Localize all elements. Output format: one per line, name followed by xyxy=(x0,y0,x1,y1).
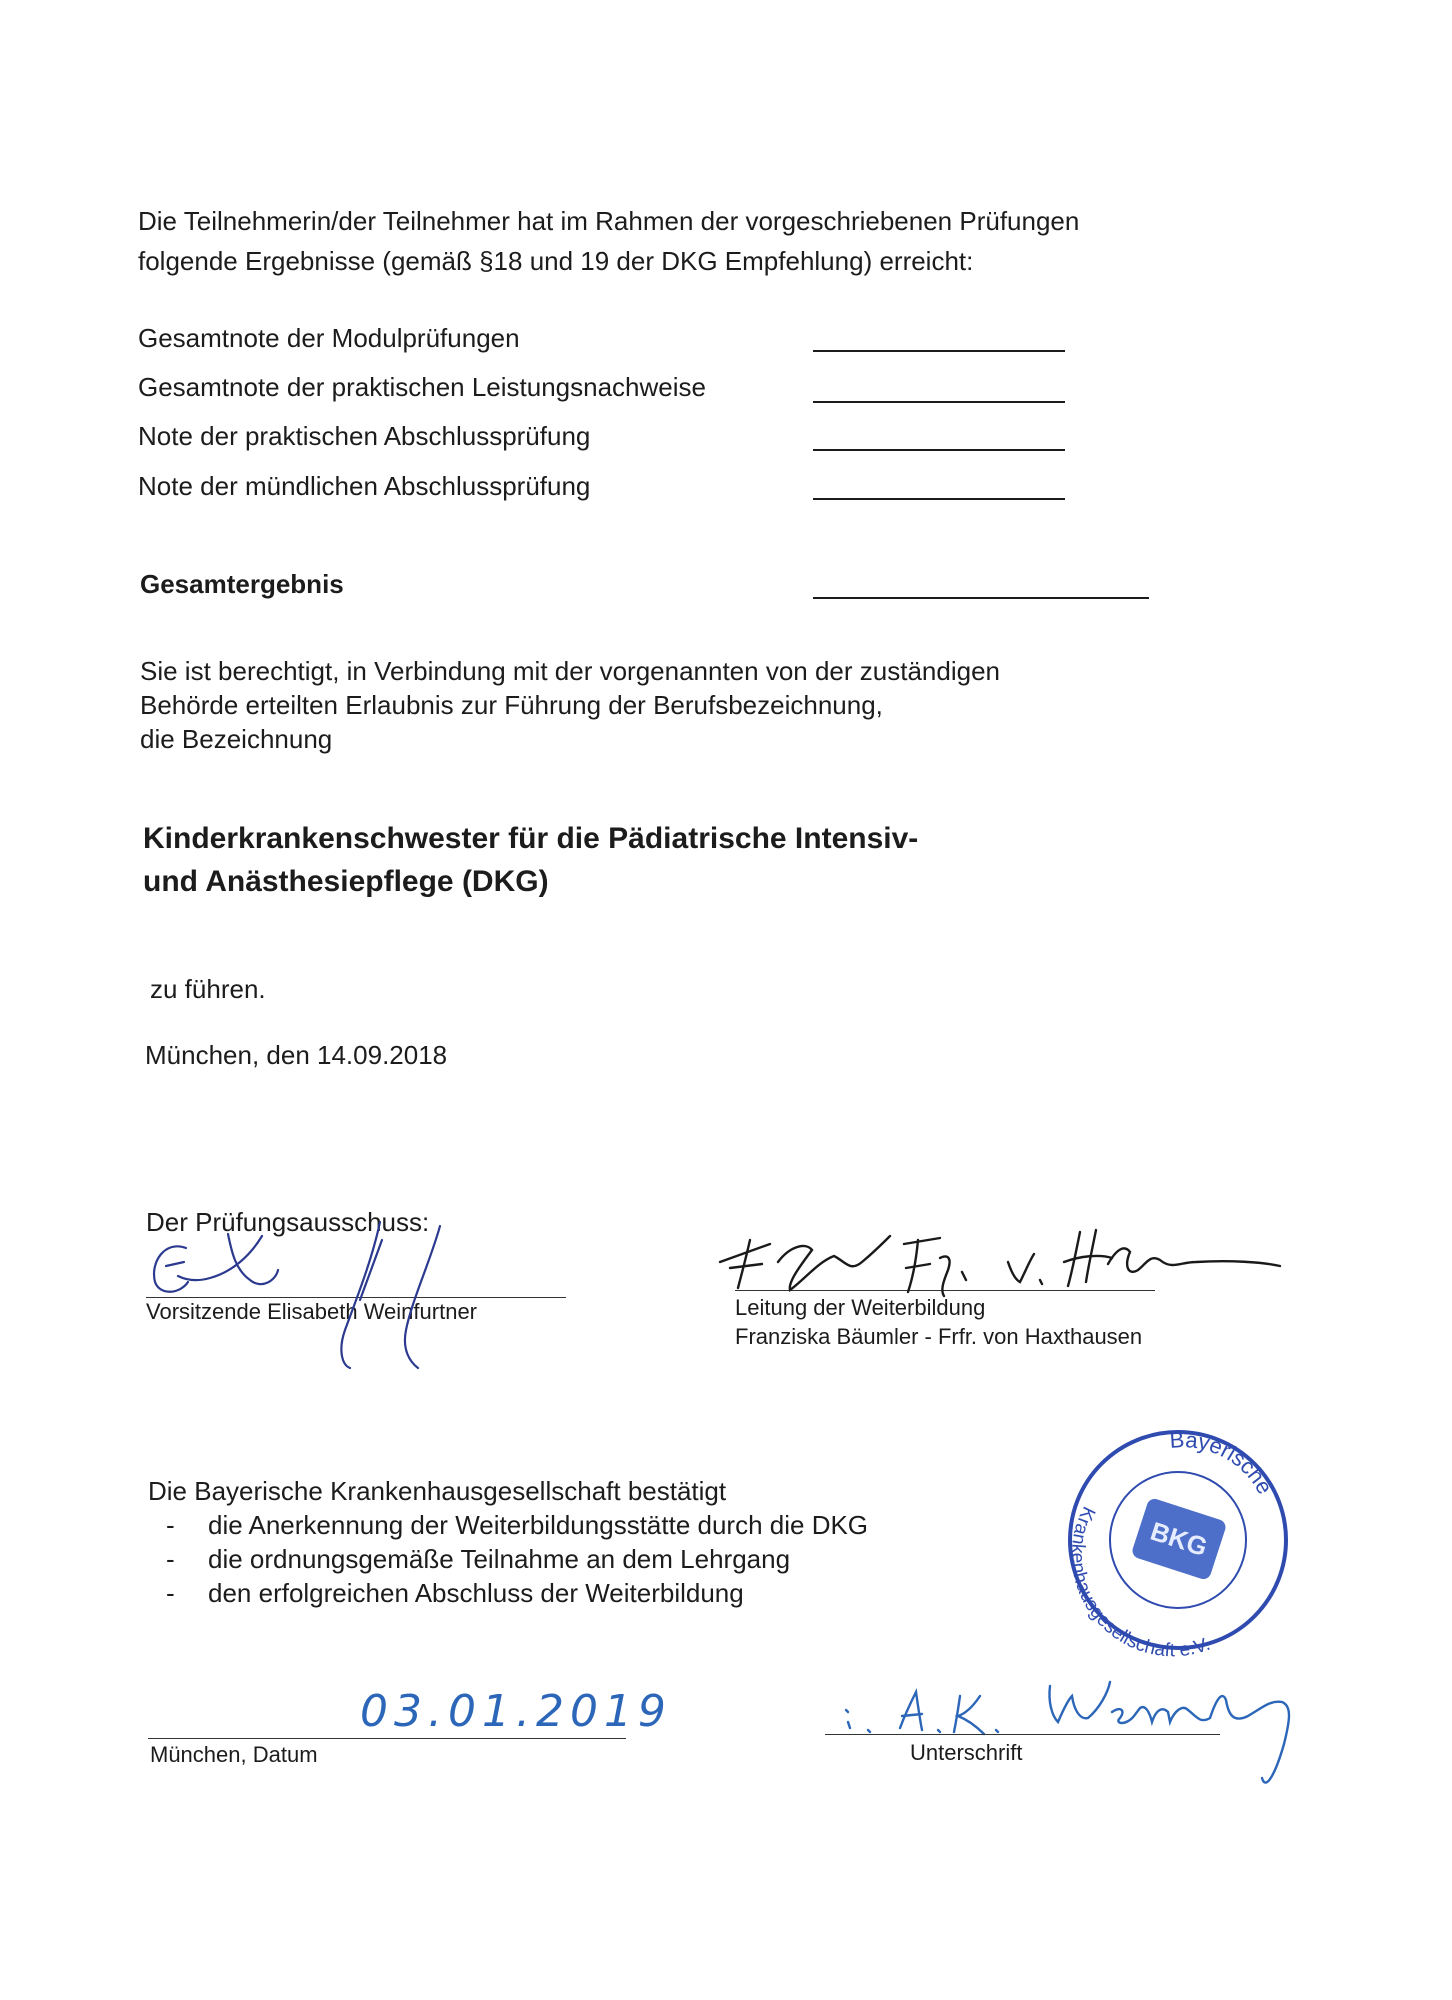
confirmation-item-1: die Anerkennung der Weiterbildungsstätte durch die DKG xyxy=(208,1510,869,1540)
committee-heading: Der Prüfungsausschuss: xyxy=(146,1207,430,1237)
date-label: München, Datum xyxy=(150,1742,318,1767)
lead-label-2: Franziska Bäumler - Frfr. von Haxthausen xyxy=(735,1324,1143,1349)
confirmation-item-3: den erfolgreichen Abschluss der Weiterbildung xyxy=(208,1578,744,1608)
grade-label-practical-exam: Note der praktischen Abschlussprüfung xyxy=(138,421,591,451)
confirmation-intro: Die Bayerische Krankenhausgesellschaft bestätigt xyxy=(148,1476,727,1506)
handwritten-date: 03.01.2019 xyxy=(360,1686,672,1737)
stamp-text-ring: Krankenhausgesellschaft e.V. xyxy=(1066,1503,1214,1662)
lead-label-1: Leitung der Weiterbildung xyxy=(735,1295,986,1320)
qualification-title-line-2: und Anästhesiepflege (DKG) xyxy=(143,865,549,898)
grade-label-module: Gesamtnote der Modulprüfungen xyxy=(138,323,520,353)
authorization-line-2: Behörde erteilten Erlaubnis zur Führung der Berufsbezeichnung, xyxy=(140,690,883,720)
confirmation-bullet-3: - xyxy=(166,1578,175,1608)
authorization-line-3: die Bezeichnung xyxy=(140,724,333,754)
to-lead-text: zu führen. xyxy=(150,974,266,1004)
authorization-line-1: Sie ist berechtigt, in Verbindung mit der vorgenannten von der zuständigen xyxy=(140,656,1000,686)
signature-line xyxy=(825,1734,1220,1735)
intro-line-2: folgende Ergebnisse (gemäß §18 und 19 der DKG Empfehlung) erreicht: xyxy=(138,246,974,276)
confirmation-bullet-1: - xyxy=(166,1510,175,1540)
grade-label-practical-evidence: Gesamtnote der praktischen Leistungsnachweise xyxy=(138,372,706,402)
place-date: München, den 14.09.2018 xyxy=(145,1040,448,1070)
qualification-title-line-1: Kinderkrankenschwester für die Pädiatrische Intensiv- xyxy=(143,822,919,855)
chair-label: Vorsitzende Elisabeth Weinfurtner xyxy=(146,1299,477,1324)
signature-label: Unterschrift xyxy=(910,1740,1023,1765)
grade-label-oral-exam: Note der mündlichen Abschlussprüfung xyxy=(138,471,591,501)
total-label: Gesamtergebnis xyxy=(140,569,344,599)
confirmation-bullet-2: - xyxy=(166,1544,175,1574)
confirmation-item-2: die ordnungsgemäße Teilnahme an dem Lehrgang xyxy=(208,1544,791,1574)
stamp-logo: BKG xyxy=(1146,1515,1212,1563)
intro-line-1: Die Teilnehmerin/der Teilnehmer hat im Rahmen der vorgeschriebenen Prüfungen xyxy=(138,206,1080,236)
stamp-text-top: Bayerische xyxy=(1168,1426,1278,1499)
